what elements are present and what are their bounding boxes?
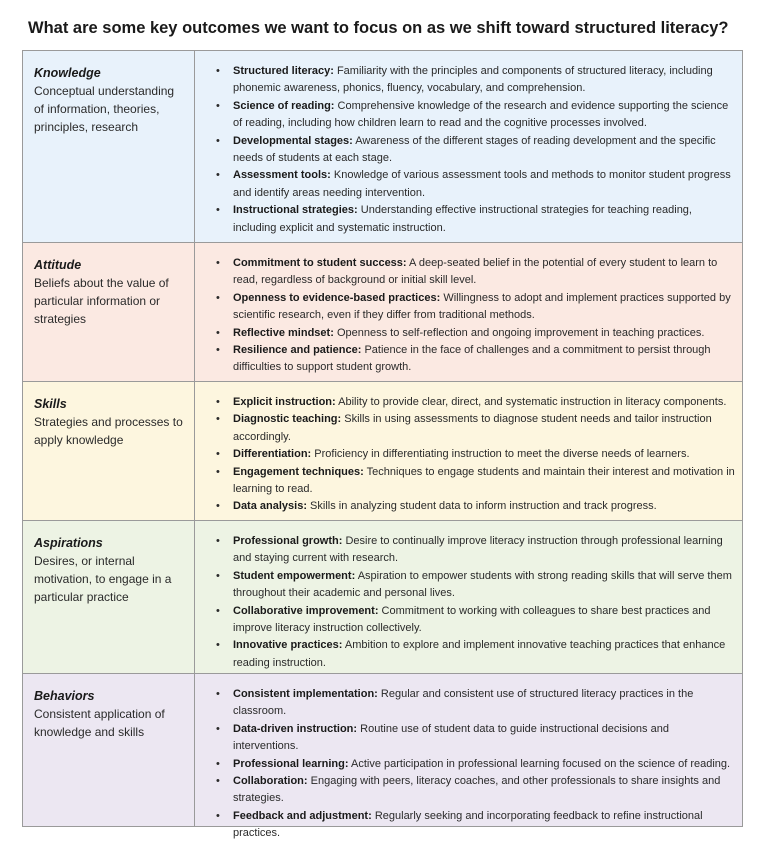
item-term: Reflective mindset: [233,326,334,339]
category-cell [23,674,195,826]
item-term: Resilience and patience: [233,344,362,357]
item-text: Understanding effective instructional strategies for teaching reading, including explicit and systematic instruction. [233,204,692,234]
list-item [233,255,736,290]
row-behaviors [23,674,743,840]
list-item [233,446,736,463]
item-term: Professional learning: [233,757,349,770]
item-text: Patience in the face of challenges and a commitment to persist through difficulties to support student growth. [233,344,711,374]
category-cell [23,243,195,381]
item-term: Differentiation: [233,448,312,461]
item-text: Willingness to adopt and implement practices supported by scientific research, even if they differ from traditional methods. [233,291,731,322]
row-skills [23,382,743,521]
item-text: Desire to continually improve literacy instruction through professional learning and staying current with research. [233,535,723,565]
list-item [233,568,736,603]
category-description: Conceptual understanding of information, theories, principles, research [34,84,175,134]
item-text: Comprehensive knowledge of the research and evidence supporting the science of reading, including how children learn to read and the cognitive processes involved. [233,99,729,130]
item-term: Data analysis: [233,500,307,513]
list-item [233,411,736,446]
item-text: Commitment to working with colleagues to share best practices and improve literacy instruction collectively. [233,604,711,635]
list-item [233,603,736,638]
category-cell [23,51,195,242]
outcome-list [195,382,743,520]
category-description: Desires, or internal motivation, to engage in a particular practice [34,554,172,604]
item-term: Diagnostic teaching: [233,413,342,426]
category-title: Attitude [34,258,82,272]
item-term: Assessment tools: [233,169,331,182]
outcome-list [195,674,743,840]
item-term: Innovative practices: [233,639,343,652]
item-term: Consistent implementation: [233,688,378,700]
page-title: What are some key outcomes we want to focus on as we shift toward structured literacy? [28,19,729,37]
item-text: Openness to self-reflection and ongoing improvement in teaching practices. [336,326,705,339]
item-term: Data-driven instruction: [233,722,358,735]
item-term: Professional growth: [233,535,343,547]
list-item [233,464,736,499]
list-item [233,63,736,98]
list-item [233,721,736,756]
item-term: Structured literacy: [233,65,334,77]
list-item [233,202,736,237]
item-text: Engaging with peers, literacy coaches, and other professionals to share insights and strategies. [233,775,721,805]
outcome-list [195,521,743,673]
category-title: Aspirations [34,536,103,550]
outcome-list [195,243,743,381]
item-text: A deep-seated belief in the potential of every student to learn to read, regardless of background or initial skill level. [233,257,718,287]
category-cell [23,521,195,673]
row-attitude [23,243,743,382]
list-item [233,290,736,325]
item-text: Regular and consistent use of structured literacy practices in the classroom. [233,688,694,718]
category-description: Consistent application of knowledge and skills [34,707,165,739]
list-item [233,756,736,773]
item-text: Skills in analyzing student data to inform instruction and track progress. [310,500,657,513]
category-description: Beliefs about the value of particular information or strategies [34,276,169,326]
list-item [233,325,736,342]
row-aspirations [23,521,743,674]
item-text: Familiarity with the principles and components of structured literacy, including phonemic awareness, phonics, fluency, vocabulary, and comprehension. [233,65,713,95]
list-item [233,167,736,202]
category-title: Knowledge [34,66,101,80]
list-item [233,342,736,377]
list-item [233,808,736,843]
item-term: Collaboration: [233,775,308,788]
item-term: Science of reading: [233,99,335,112]
item-text: Ambition to explore and implement innovative teaching practices that enhance reading instruction. [233,639,726,669]
item-term: Commitment to student success: [233,257,407,269]
item-text: Knowledge of various assessment tools and methods to monitor student progress and identify areas needing intervention. [233,169,731,199]
item-text: Routine use of student data to guide instructional decisions and interventions. [233,722,669,753]
item-term: Openness to evidence-based practices: [233,291,441,304]
list-item [233,533,736,568]
item-text: Ability to provide clear, direct, and systematic instruction in literacy components. [338,396,727,408]
category-title: Skills [34,397,67,411]
category-description: Strategies and processes to apply knowledge [34,415,183,447]
item-term: Developmental stages: [233,134,353,147]
outcomes-table [22,50,743,840]
list-item [233,133,736,168]
list-item [233,773,736,808]
item-text: Active participation in professional learning focused on the science of reading. [350,757,731,770]
item-term: Instructional strategies: [233,204,358,217]
list-item [233,394,736,411]
item-term: Explicit instruction: [233,396,336,408]
list-item [233,686,736,721]
list-item [233,98,736,133]
category-cell [23,382,195,520]
category-title: Behaviors [34,689,95,703]
item-term: Engagement techniques: [233,465,364,478]
list-item [233,498,736,515]
item-term: Feedback and adjustment: [233,809,372,822]
item-term: Collaborative improvement: [233,604,379,617]
item-term: Student empowerment: [233,569,356,582]
item-text: Skills in using assessments to diagnose student needs and tailor instruction accordingly. [233,413,712,443]
item-text: Awareness of the different stages of reading development and the specific needs of students at each stage. [233,134,716,165]
item-text: Regularly seeking and incorporating feedback to refine instructional practices. [233,809,703,840]
outcome-list [195,51,743,242]
row-knowledge [23,51,743,243]
list-item [233,637,736,672]
item-text: Proficiency in differentiating instruction to meet the diverse needs of learners. [314,448,690,461]
item-text: Aspiration to empower students with strong reading skills that will serve them throughout their academic and personal lives. [233,569,732,600]
item-text: Techniques to engage students and maintain their interest and motivation in learning to read. [233,465,735,496]
